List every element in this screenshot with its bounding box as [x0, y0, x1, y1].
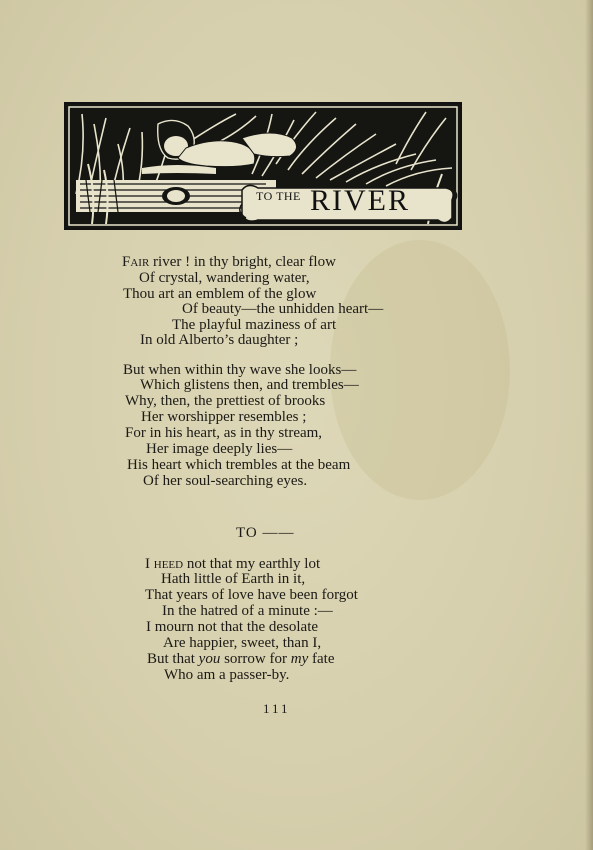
- line-text: river ! in thy bright, clear flow: [149, 254, 336, 270]
- page-edge-shadow: [585, 0, 593, 850]
- poem-line: Of her soul-searching eyes.: [143, 473, 308, 489]
- drop-word: Fair: [122, 254, 150, 270]
- paper-stain: [330, 240, 510, 500]
- poem-line: I mourn not that the desolate: [146, 619, 319, 635]
- italic-word: you: [198, 651, 221, 667]
- poem-line: His heart which trembles at the beam: [127, 457, 351, 473]
- page-number: 111: [263, 701, 291, 716]
- poem-line: For in his heart, as in thy stream,: [125, 425, 323, 441]
- poem-line: That years of love have been forgot: [145, 587, 358, 603]
- poem-title: [246, 183, 458, 219]
- poem-line: Of crystal, wandering water,: [139, 270, 310, 286]
- drop-word: I heed: [145, 556, 184, 572]
- poem-line: Her image deeply lies—: [146, 441, 293, 457]
- poem-line: In the hatred of a minute :—: [162, 603, 333, 619]
- line-text: not that my earthly lot: [183, 556, 321, 572]
- poem-line: Thou art an emblem of the glow: [123, 286, 317, 302]
- poem-line: [147, 651, 334, 667]
- poem-line: Which glistens then, and trembles—: [140, 377, 359, 393]
- poem-line: [122, 254, 336, 270]
- title-to-the: TO THE: [256, 189, 301, 203]
- title-river: RIVER: [310, 184, 410, 217]
- line-text: But that: [147, 651, 199, 667]
- poem2-title: TO ——: [236, 525, 295, 541]
- poem-line: But when within thy wave she looks—: [123, 362, 357, 378]
- poem-line: In old Alberto’s daughter ;: [140, 332, 299, 348]
- line-text: fate: [308, 651, 335, 667]
- poem-line: Her worshipper resembles ;: [141, 409, 307, 425]
- poem-line: Who am a passer-by.: [164, 667, 290, 683]
- italic-word: my: [290, 651, 309, 667]
- poem-line: Of beauty—the unhidden heart—: [182, 301, 384, 317]
- poem-line: Hath little of Earth in it,: [161, 571, 306, 587]
- poem-line: Are happier, sweet, than I,: [163, 635, 322, 651]
- poem-line: Why, then, the prettiest of brooks: [125, 393, 326, 409]
- poem-line: The playful maziness of art: [172, 317, 337, 333]
- line-text: sorrow for: [220, 651, 291, 667]
- poem-line: [145, 556, 320, 572]
